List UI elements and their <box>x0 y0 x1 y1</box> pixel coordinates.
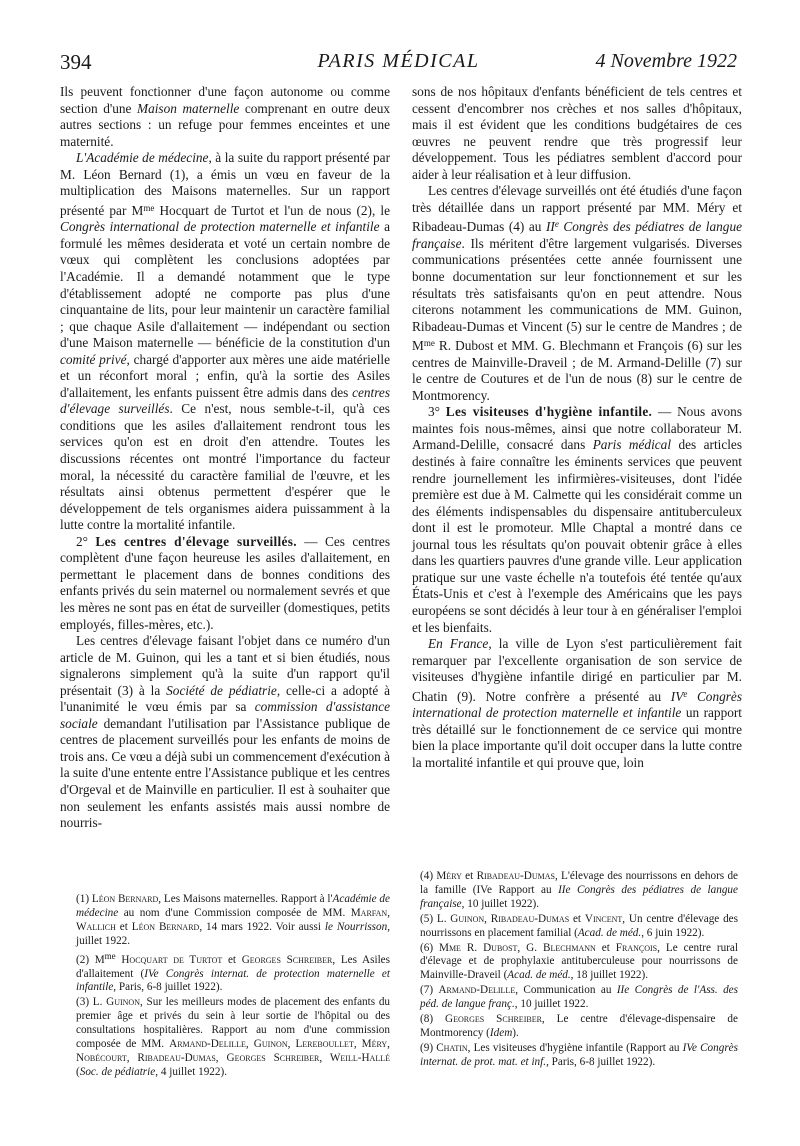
page-number: 394 <box>60 50 92 74</box>
footnote: (4) Méry et Ribadeau-Dumas, L'élevage des nourrissons en dehors de la famille (IVe Rapport au IIe Congrès des pédiatres de langue française, 10 juillet 1922). <box>420 870 739 910</box>
section-heading-paragraph: 2° Les centres d'élevage surveillés. — Ces centres complètent d'une façon heureuse les asiles d'allaitement, en permettant le placement dans de bonnes conditions des enfants privés du sein maternel ou normalement sevrés et que les mères ne sont pas en état de surveiller (domestiques, petits employés, filles-mères, etc.). <box>60 533 391 632</box>
footnote: (7) Armand-Delille, Communication au IIe Congrès de l'Ass. des péd. de langue franç., 10 juillet 1922. <box>420 984 738 1011</box>
section-heading: Les centres d'élevage surveillés. <box>95 533 297 549</box>
footnote: (6) Mme R. Dubost, G. Blechmann et François, Le centre rural d'élevage et de prophylaxie antituberculeuse pour nourrissons de Mainville-Draveil (Acad. de méd., 18 juillet 1922). <box>420 941 738 982</box>
paragraph: Les centres d'élevage surveillés ont été étudiés d'une façon très détaillée dans un rapport présenté par MM. Méry et Ribadeau-Dumas (4) au IIe Congrès des pédiatres de langue française. Ils méritent d'être largement vulgarisés. Diverses communications présentées cette année fournissent une bonne documentation sur leur fonctionnement et sur les résultats très satisfaisants qu'on en peut attendre. Nous citerons notamment les communications de MM. Guinon, Ribadeau-Dumas et Vincent (5) sur le centre de Mandres ; de $M^{me}$ R. Dubost et MM. G. Blechmann et François (6) sur les centres de Mainville-Draveil ; de M. Armand-Delille (7) sur le centre de Coutures et de l'un de nous (8) sur le centre de Montmorency. <box>412 183 742 403</box>
issue-date: 4 Novembre 1922 <box>595 50 737 72</box>
section-heading-paragraph: 3° Les visiteuses d'hygiène infantile. — Nous avons maintes fois nous-mêmes, ainsi que notre collaborateur M. Armand-Delille, consacré dans Paris médical des articles destinés à faire connaître les éminents services que peuvent rendre journellement les infirmières-visiteuses, dont l'idée première est due à M. Calmette qui les considérait comme un des éléments indispensables du dispensaire antituberculeux dont il est le promoteur. Mlle Chaptal a montré dans ce journal tous les résultats qu'on pouvait obtenir grâce à elles dans les quartiers pauvres d'une grande ville. Leur application pratique sur une vaste échelle n'a toutefois été tentée qu'aux États-Unis et c'est à l'exemple des Américains que les pays européens se sont décidés à leur tour à en généraliser l'emploi et les bienfaits. <box>412 404 743 635</box>
journal-title: PARIS MÉDICAL <box>317 50 480 72</box>
footnote: (9) Chatin, Les visiteuses d'hygiène infantile (Rapport au IVe Congrès internat. de prot. mat. et inf., Paris, 6-8 juillet 1922). <box>420 1041 739 1068</box>
footnote: (1) Léon Bernard, Les Maisons maternelles. Rapport à l'Académie de médecine au nom d'une Commission composée de MM. Marfan, Wallich et Léon Bernard, 14 mars 1922. Voir aussi le Nourrisson, juillet 1922. <box>76 893 391 947</box>
footnote: (5) L. Guinon, Ribadeau-Dumas et Vincent, Un centre d'élevage des nourrissons en placement familial (Acad. de méd., 6 juin 1922). <box>420 912 738 939</box>
footnote: (8) Georges Schreiber, Le centre d'élevage-dispensaire de Montmorency (Idem). <box>420 1013 738 1039</box>
paragraph: En France, la ville de Lyon s'est particulièrement fait remarquer par l'excellente organisation de son service de visiteuses d'hygiène infantile dirigé en particulier par M. Chatin (9). Notre confrère a présenté au IVe Congrès international de protection maternelle et infantile un rapport très détaillé sur le fonctionnement de ce service qui montre bien la place importante qu'il doit occuper dans la lutte contre la mortalité infantile et qui prouve que, loin <box>412 636 743 770</box>
paragraph: L'Académie de médecine, à la suite du rapport présenté par M. Léon Bernard (1), a émis un vœu en faveur de la multiplication des Maisons maternelles. Sur un rapport présenté par $M^{me}$ Hocquart de Turtot et l'un de nous (2), le Congrès international de protection maternelle et infantile a formulé les mêmes desiderata et voté un certain nombre de vœux qui complètent les conclusions adoptées par l'Académie. Il a demandé notamment que le type d'établissement adopté ne comporte pas plus d'une cinquantaine de lits, pour leur maintenir un caractère familial ; que chaque Asile d'allaitement — indépendant ou section d'une Maison maternelle — bénéficie de la constitution d'un comité privé, chargé d'apporter aux mères une aide matérielle et un réconfort moral ; enfin, qu'à la sortie des Asiles d'allaitement, les enfants puissent être admis dans des centres d'élevage surveillés. Ce n'est, nous semble-t-il, qu'à ces conditions que les asiles d'allaitement rendront tous les services qu'on est en droit d'en attendre. Toutes les discussions récentes ont montré l'importance du facteur moral, la nécessité du caractère familial de l'œuvre, et les résultats ainsi obtenus permettent d'espérer que le développement de tels organismes aidera puissamment à la lutte contre la mortalité infantile. <box>60 150 391 533</box>
left-column <box>60 84 390 832</box>
footnotes-left <box>76 893 390 1081</box>
paragraph: sons de nos hôpitaux d'enfants bénéficient de tels centres et cessent d'encombrer nos crèches et nos salles d'hôpitaux, mais il est évident que les conditions budgétaires de ces œuvres ne peuvent rendre que très progressif leur développement. Tous les pédiatres semblent d'accord pour aider à leur réalisation et à leur diffusion. <box>412 84 742 182</box>
paragraph: Les centres d'élevage faisant l'objet dans ce numéro d'un article de M. Guinon, qui les a tant et si bien étudiés, nous signalerons simplement qu'à la suite d'un rapport qu'il présentait (3) à la Société de pédiatrie, celle-ci a adopté à l'unanimité le vœu émis par sa commission d'assistance sociale demandant l'utilisation par l'Assistance publique de centres de placement surveillés pour les enfants de moins de trois ans. Ce vœu a déjà subi un commencement d'exécution à la suite d'une entente entre l'Assistance publique et les centres d'Orgeval et de Mainville en particulier. Il est à souhaiter que non seulement les enfants assistés mais aussi nombre de nourris- <box>60 633 390 831</box>
paragraph: Ils peuvent fonctionner d'une façon autonome ou comme section d'une Maison maternelle comprenant en outre deux autres sections : un refuge pour femmes enceintes et une maternité. <box>60 84 391 149</box>
footnote: (3) L. Guinon, Sur les meilleurs modes de placement des enfants du premier âge et privés du sein à leur sortie de l'hôpital ou des consultations hospitalières. Rapport au nom d'une commission composée de MM. Armand-Delille, Guinon, Lereboullet, Méry, Nobécourt, Ribadeau-Dumas, Georges Schreiber, Weill-Hallé (Soc. de pédiatrie, 4 juillet 1922). <box>76 996 391 1078</box>
right-column <box>412 84 742 771</box>
page-header <box>60 50 737 78</box>
footnotes-right <box>420 870 738 1071</box>
section-heading: Les visiteuses d'hygiène infantile. <box>445 404 653 420</box>
footnote: (2) $M^{me}$ Hocquart de Turtot et Georges Schreiber, Les Asiles d'allaitement (IVe Congrès internat. de protection maternelle et infantile, Paris, 6-8 juillet 1922). <box>76 950 390 994</box>
